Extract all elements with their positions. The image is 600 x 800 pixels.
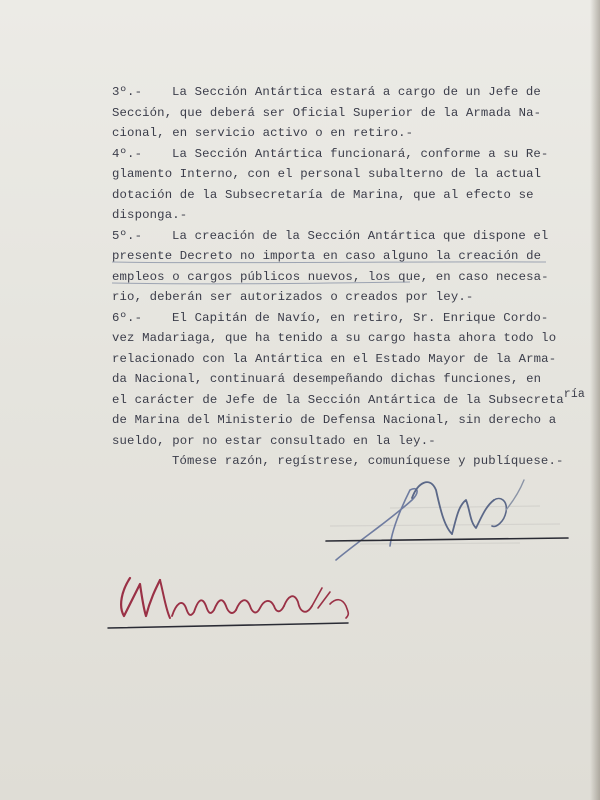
- text-line: vez Madariaga, que ha tenido a su cargo hasta ahora todo lo: [112, 331, 557, 345]
- lower-signature: [108, 578, 348, 628]
- article-number: 3º.-: [112, 85, 143, 99]
- text-line: relacionado con la Antártica en el Estado Mayor de la Arma-: [112, 351, 557, 366]
- text-line: Sección, que deberá ser Oficial Superior de la Armada Na-: [112, 105, 542, 120]
- text-line: disponga.-: [112, 208, 188, 222]
- text-line: La creación de la Sección Antártica que dispone el: [172, 228, 549, 243]
- text-line: presente Decreto no importa en caso alguno la creación de: [112, 249, 542, 263]
- text-line: sueldo, por no estar consultado en la ley.-: [112, 433, 436, 448]
- text-line: La Sección Antártica estará a cargo de un Jefe de: [172, 85, 541, 99]
- text-line: da Nacional, continuará desempeñando dichas funciones, en: [112, 372, 542, 386]
- text-line: dotación de la Subsecretaría de Marina, que al efecto se: [112, 187, 534, 202]
- article-number: 4º.-: [112, 146, 143, 161]
- article-number: 5º.-: [112, 228, 143, 243]
- article-number: 6º.-: [112, 310, 143, 325]
- text-line: cional, en servicio activo o en retiro.-: [112, 126, 414, 140]
- text-line: el carácter de Jefe de la Sección Antártica de la Subsecreta: [112, 392, 564, 407]
- text-line: rio, deberán ser autorizados o creados por ley.-: [112, 290, 474, 304]
- pencil-underline: [112, 262, 546, 263]
- text-line: de Marina del Ministerio de Defensa Nacional, sin derecho a: [112, 413, 557, 427]
- text-line: glamento Interno, con el personal subalterno de la actual: [112, 167, 542, 181]
- pencil-underline: [112, 282, 410, 284]
- closing-formula: Tómese razón, regístrese, comuníquese y publíquese.-: [172, 454, 564, 468]
- upper-signature: [326, 480, 568, 560]
- text-line: La Sección Antártica funcionará, conforme a su Re-: [172, 146, 549, 161]
- text-line: El Capitán de Navío, en retiro, Sr. Enrique Cordo-: [172, 310, 549, 325]
- text-line: empleos o cargos públicos nuevos, los que, en caso necesa-: [112, 269, 549, 284]
- superscript-insertion: ría: [563, 387, 585, 401]
